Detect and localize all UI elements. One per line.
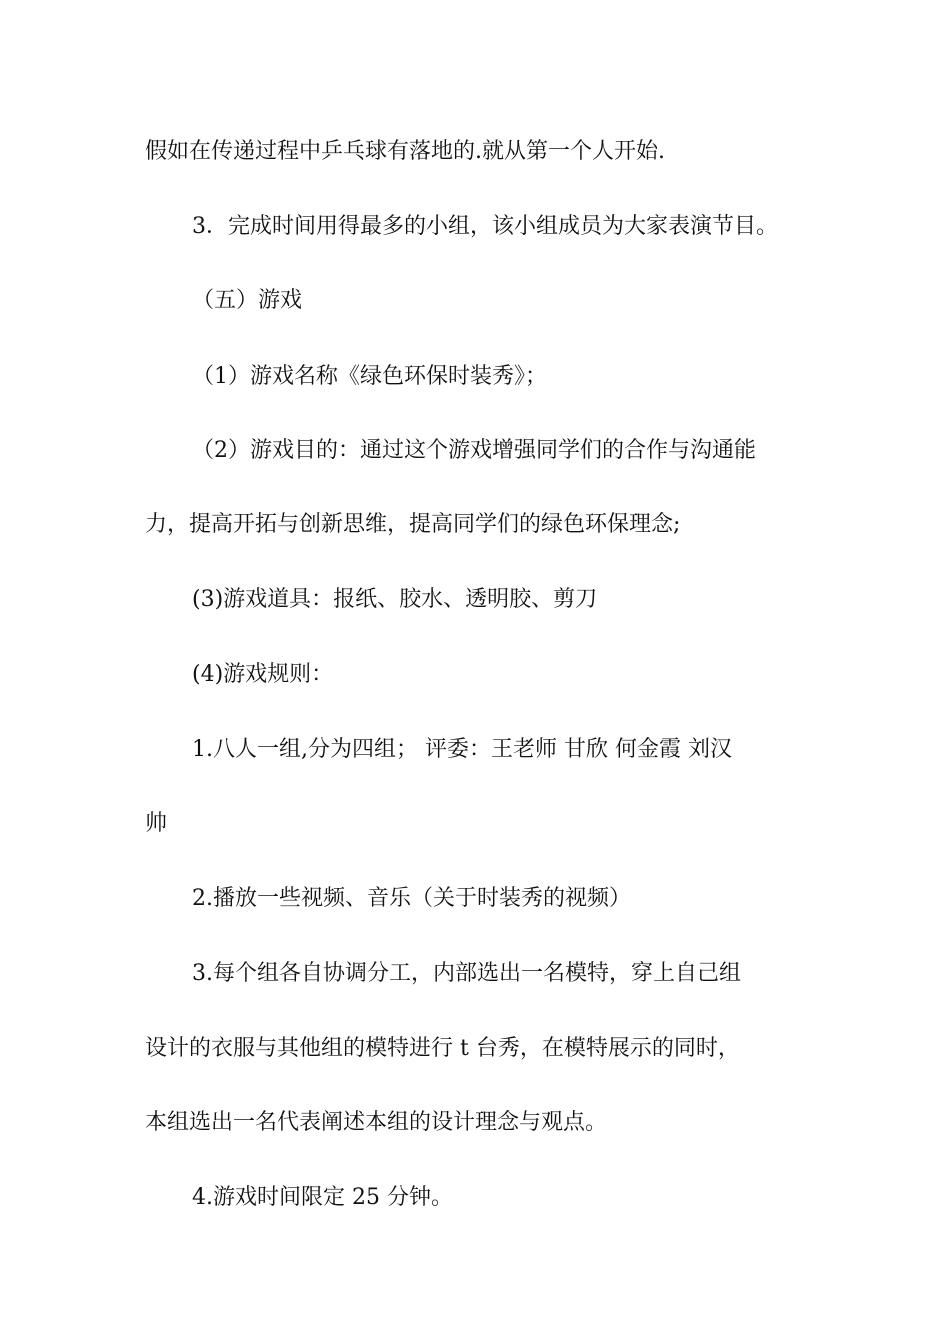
paragraph-line: （2）游戏目的：通过这个游戏增强同学们的合作与沟通能 (192, 438, 756, 463)
paragraph-line: 力，提高开拓与创新思维，提高同学们的绿色环保理念; (145, 512, 681, 537)
paragraph-line: 2.播放一些视频、音乐（关于时装秀的视频） (192, 886, 631, 911)
paragraph-line: 帅 (145, 811, 168, 836)
paragraph-line: 本组选出一名代表阐述本组的设计理念与观点。 (145, 1110, 608, 1135)
paragraph-line: 设计的衣服与其他组的模特进行 t 台秀，在模特展示的同时， (145, 1036, 740, 1061)
paragraph-line: (4)游戏规则： (192, 662, 334, 687)
paragraph-line: 3.每个组各自协调分工，内部选出一名模特，穿上自己组 (192, 961, 741, 986)
section-heading: （五）游戏 (192, 288, 303, 313)
paragraph-line: 假如在传递过程中乒乓球有落地的.就从第一个人开始. (145, 139, 665, 164)
paragraph-line: 3．完成时间用得最多的小组，该小组成员为大家表演节目。 (192, 214, 778, 239)
paragraph-line: (3)游戏道具：报纸、胶水、透明胶、剪刀 (192, 587, 598, 612)
paragraph-line: （1）游戏名称《绿色环保时装秀》； (192, 364, 547, 389)
paragraph-line: 4.游戏时间限定 25 分钟。 (192, 1185, 453, 1210)
paragraph-line: 1.八人一组,分为四组； 评委：王老师 甘欣 何金霞 刘汉 (192, 737, 732, 762)
